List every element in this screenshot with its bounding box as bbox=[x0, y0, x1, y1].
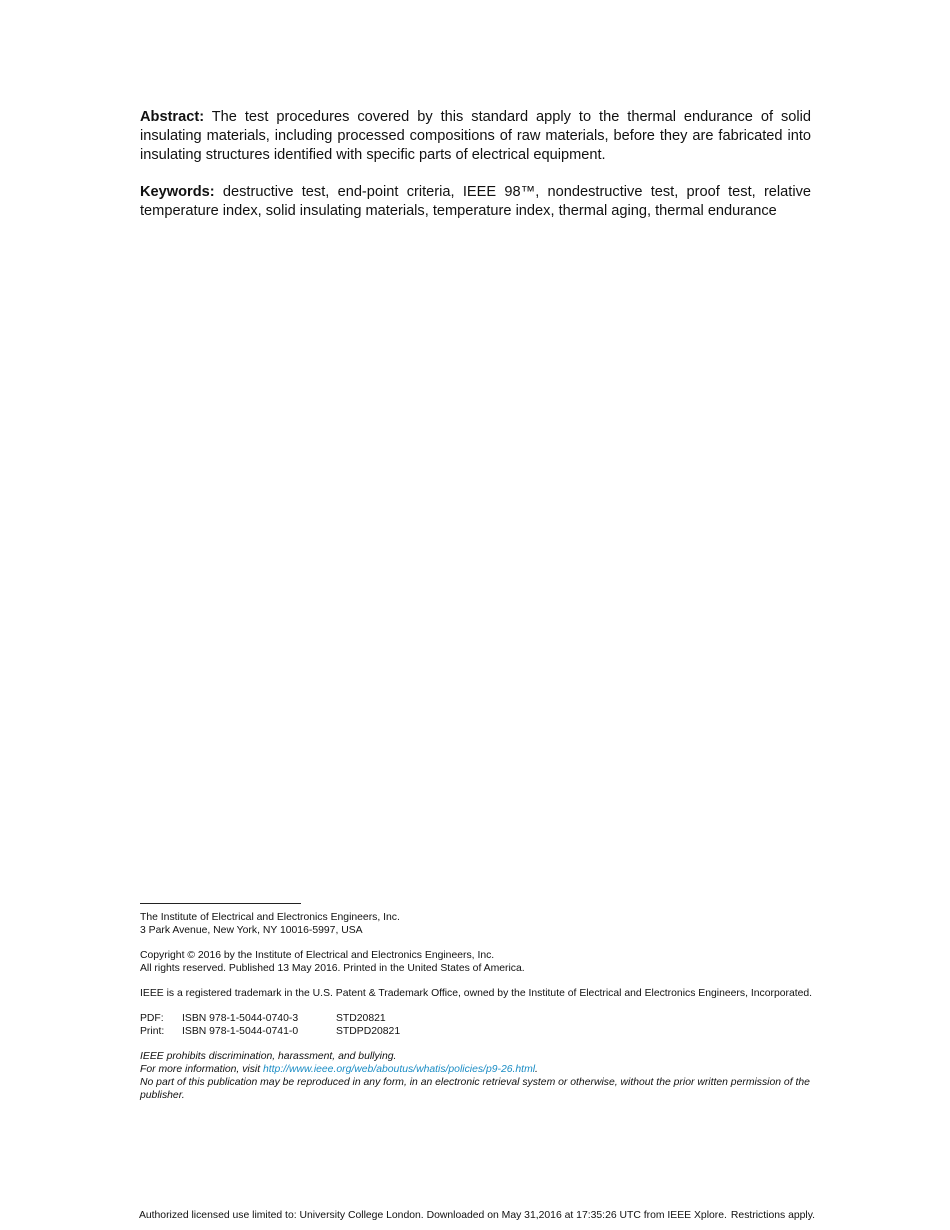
isbn-code: STDPD20821 bbox=[336, 1026, 401, 1037]
copyright-line: Copyright © 2016 by the Institute of Electrical and Electronics Engineers, Inc. bbox=[140, 950, 495, 961]
isbn-format: Print: bbox=[140, 1026, 165, 1037]
copyright-info bbox=[140, 949, 816, 975]
isbn-code: STD20821 bbox=[336, 1013, 386, 1024]
legal-notice bbox=[140, 1050, 816, 1102]
policy-info-line bbox=[140, 1063, 816, 1076]
isbn-number: ISBN 978-1-5044-0741-0 bbox=[182, 1026, 299, 1037]
abstract-section bbox=[140, 108, 811, 221]
abstract-label: Abstract: bbox=[140, 109, 205, 125]
license-footer bbox=[0, 1209, 950, 1222]
footnote-divider bbox=[140, 903, 301, 904]
abstract-paragraph bbox=[140, 108, 811, 165]
publisher-address: 3 Park Avenue, New York, NY 10016-5997, USA bbox=[140, 925, 363, 936]
isbn-number: ISBN 978-1-5044-0740-3 bbox=[182, 1013, 299, 1024]
keywords-paragraph bbox=[140, 183, 811, 221]
keywords-label: Keywords: bbox=[140, 184, 215, 200]
license-restrictions: Restrictions apply. bbox=[730, 1210, 816, 1221]
policy-statement: IEEE prohibits discrimination, harassment, and bullying. bbox=[140, 1051, 397, 1062]
isbn-row-print bbox=[140, 1025, 816, 1038]
publication-info bbox=[140, 903, 816, 1102]
abstract-text: The test procedures covered by this standard apply to the thermal endurance of solid insulating materials, including processed compositions of raw materials, before they are fabricated into insulating structures identified with specific parts of electrical equipment. bbox=[140, 109, 811, 163]
policy-link[interactable]: http://www.ieee.org/web/aboutus/whatis/policies/p9-26.html bbox=[263, 1064, 536, 1075]
isbn-row-pdf bbox=[140, 1012, 816, 1025]
trademark-text: IEEE is a registered trademark in the U.S. Patent & Trademark Office, owned by the Institute of Electrical and Electronics Engineers, Incorporated. bbox=[140, 988, 813, 999]
policy-info-prefix: For more information, visit bbox=[140, 1064, 263, 1075]
isbn-format: PDF: bbox=[140, 1013, 164, 1024]
rights-line: All rights reserved. Published 13 May 2016. Printed in the United States of America. bbox=[140, 963, 525, 974]
publisher-info bbox=[140, 911, 816, 937]
keywords-text: destructive test, end-point criteria, IEEE 98™, nondestructive test, proof test, relative temperature index, solid insulating materials, temperature index, thermal aging, thermal endurance bbox=[140, 184, 811, 219]
trademark-info bbox=[140, 987, 816, 1000]
publisher-name: The Institute of Electrical and Electronics Engineers, Inc. bbox=[140, 912, 400, 923]
license-text: Authorized licensed use limited to: University College London. Downloaded on May 31,2016 at 17:35:26 UTC from IEEE Xplore. bbox=[138, 1210, 727, 1221]
isbn-table bbox=[140, 1012, 816, 1038]
reproduction-notice: No part of this publication may be reproduced in any form, in an electronic retrieval system or otherwise, without the prior written permission of the publisher. bbox=[140, 1077, 810, 1101]
policy-info-suffix: . bbox=[535, 1064, 538, 1075]
